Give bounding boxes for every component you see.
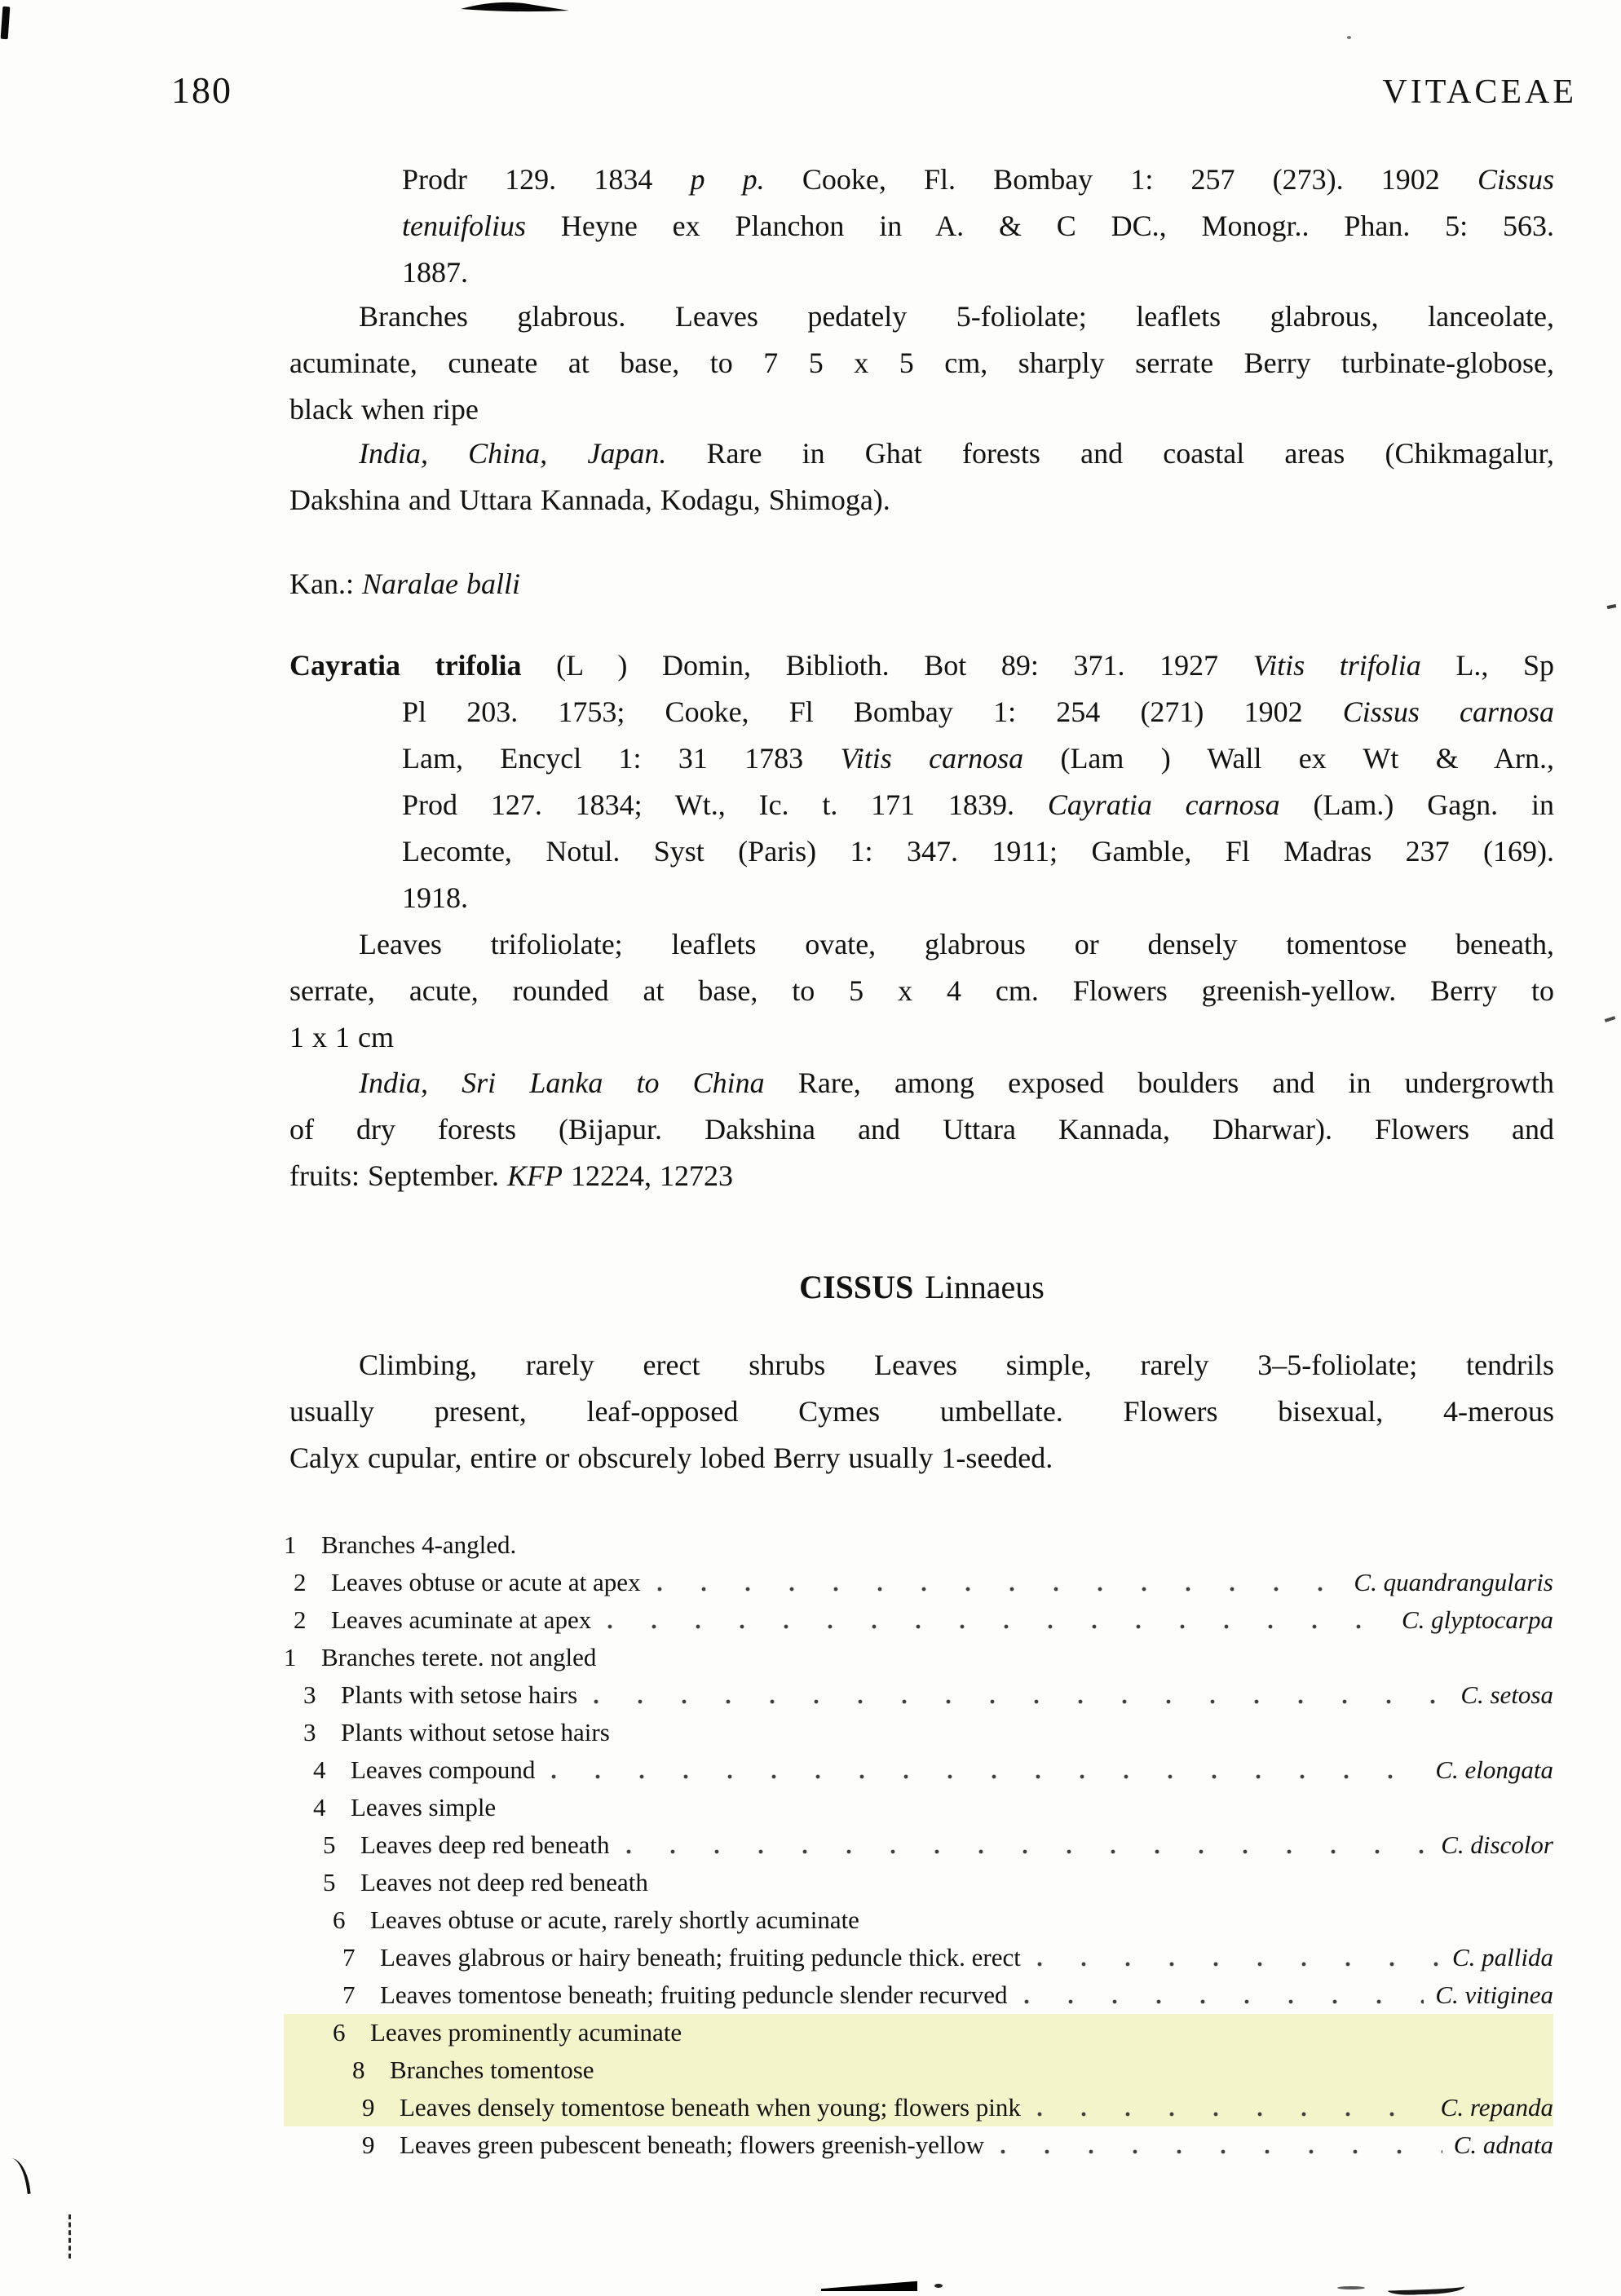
text-run: usually present, leaf-opposed Cymes umbellate. Flowers bisexual, 4-merous xyxy=(289,1395,1554,1428)
paragraph-citation-cissus-tenuifolia xyxy=(402,157,1554,296)
key-couplet-number: 2 xyxy=(294,1605,307,1634)
scan-artifact-top-swoosh xyxy=(457,0,571,13)
scan-artifact-dot xyxy=(1347,36,1351,39)
text-line xyxy=(402,782,1554,828)
text-line xyxy=(289,477,1554,523)
scan-artifact-bottom-smudge xyxy=(1388,2278,1465,2295)
key-species-name: C. setosa xyxy=(1460,1680,1553,1709)
key-couplet-number: 1 xyxy=(284,1643,297,1671)
leader-dots xyxy=(625,1826,1430,1864)
key-row xyxy=(284,1601,1553,1639)
italic-text-run: India, China, Japan. xyxy=(359,437,667,470)
scan-artifact-right-margin-dash xyxy=(1607,604,1617,609)
italic-text-run: India, Sri Lanka to China xyxy=(359,1066,765,1099)
text-line xyxy=(359,921,1554,968)
vernacular-name-line xyxy=(289,561,1554,607)
italic-text-run: KFP xyxy=(506,1159,563,1192)
leader-dots xyxy=(592,1676,1449,1714)
key-lead-text: Leaves compound xyxy=(351,1755,536,1784)
key-species-name: C. vitiginea xyxy=(1435,1980,1553,2009)
text-run: Branches glabrous. Leaves pedately 5-foliolate; leaflets glabrous, lanceolate, xyxy=(359,300,1554,333)
genus-heading xyxy=(289,1264,1554,1310)
text-run: Dakshina and Uttara Kannada, Kodagu, Shimoga). xyxy=(289,483,890,516)
key-lead-text: Leaves prominently acuminate xyxy=(370,2018,682,2047)
leader-dots xyxy=(550,1751,1424,1789)
key-species-name: C. elongata xyxy=(1435,1755,1553,1784)
text-run: Pl 203. 1753; Cooke, Fl Bombay 1: 254 (271) 1902 xyxy=(402,695,1343,728)
key-lead-text: Leaves simple xyxy=(351,1793,497,1821)
text-line xyxy=(289,1014,1554,1061)
key-row xyxy=(284,1901,1553,1939)
key-row xyxy=(284,2126,1553,2164)
key-couplet-number: 8 xyxy=(352,2055,365,2084)
text-line xyxy=(402,735,1554,782)
text-line xyxy=(402,875,1554,921)
key-row xyxy=(284,1789,1553,1826)
italic-text-run: Cissus xyxy=(1477,163,1554,196)
key-couplet-number: 9 xyxy=(362,2130,375,2159)
key-couplet-number: 7 xyxy=(342,1943,356,1971)
text-run: 1887. xyxy=(402,256,468,289)
key-row xyxy=(284,1526,1553,1564)
key-lead-text: Leaves deep red beneath xyxy=(360,1830,610,1859)
key-species-name: C. glyptocarpa xyxy=(1402,1605,1553,1634)
paragraph-distribution-cissus-tenuifolia xyxy=(289,430,1554,523)
text-run: Rare, among exposed boulders and in undergrowth xyxy=(764,1066,1554,1099)
text-line xyxy=(289,1389,1554,1435)
key-couplet-number: 4 xyxy=(313,1755,326,1784)
text-line xyxy=(402,249,1554,296)
key-lead-text: Branches 4-angled. xyxy=(321,1530,517,1559)
text-run: black when ripe xyxy=(289,393,479,426)
text-run: Heyne ex Planchon in A. & C DC., Monogr.. Phan. 5: 563. xyxy=(526,210,1554,242)
key-couplet-number: 4 xyxy=(313,1793,326,1821)
leader-dots xyxy=(1023,1976,1424,2014)
text-run: of dry forests (Bijapur. Dakshina and Uttara Kannada, Dharwar). Flowers and xyxy=(289,1113,1554,1146)
key-lead-text: Leaves obtuse or acute at apex xyxy=(331,1568,641,1596)
genus-author: Linnaeus xyxy=(925,1269,1045,1305)
key-row xyxy=(284,1564,1553,1601)
text-run: Leaves trifoliolate; leaflets ovate, glabrous or densely tomentose beneath, xyxy=(359,928,1554,960)
key-couplet-number: 9 xyxy=(362,2093,375,2122)
key-row-highlighted xyxy=(284,2089,1553,2126)
key-couplet-number: 7 xyxy=(342,1980,356,2009)
text-line xyxy=(402,828,1554,875)
text-run: (L ) Domin, Biblioth. Bot 89: 371. 1927 xyxy=(521,649,1253,682)
paragraph-description-cissus-tenuifolia xyxy=(289,294,1554,433)
text-line xyxy=(289,561,1554,607)
text-line xyxy=(402,689,1554,735)
text-run: L., Sp xyxy=(1420,649,1554,682)
key-species-name: C. adnata xyxy=(1453,2130,1553,2159)
text-run: fruits: September. xyxy=(289,1159,507,1192)
text-run: serrate, acute, rounded at base, to 5 x 4 cm. Flowers greenish-yellow. Berry to xyxy=(289,974,1554,1007)
text-line xyxy=(289,1106,1554,1153)
text-run: 12224, 12723 xyxy=(562,1159,733,1192)
italic-text-run: Cayratia carnosa xyxy=(1047,788,1280,821)
key-lead-text: Branches tomentose xyxy=(390,2055,594,2084)
scan-artifact-bottom-smudge xyxy=(1337,2286,1365,2289)
genus-name: CISSUS xyxy=(799,1269,914,1305)
page-header xyxy=(171,68,1577,112)
key-couplet-number: 5 xyxy=(323,1830,336,1859)
key-lead-text: Leaves not deep red beneath xyxy=(360,1868,648,1896)
text-line xyxy=(359,430,1554,477)
key-species-name: C. discolor xyxy=(1441,1830,1553,1859)
text-run: Prodr 129. 1834 xyxy=(402,163,691,196)
key-lead-text: Leaves obtuse or acute, rarely shortly acuminate xyxy=(370,1905,859,1934)
leader-dots xyxy=(1036,2089,1429,2126)
key-row xyxy=(284,1714,1553,1751)
key-couplet-number: 5 xyxy=(323,1868,336,1896)
scan-artifact-right-margin-dash xyxy=(1605,1016,1616,1022)
text-line xyxy=(359,294,1554,340)
key-couplet-number: 2 xyxy=(294,1568,307,1596)
text-run: Prod 127. 1834; Wt., Ic. t. 171 1839. xyxy=(402,788,1048,821)
bold-text-run: Cayratia trifolia xyxy=(289,649,522,682)
paragraph-distribution-cayratia-trifolia xyxy=(289,1060,1554,1199)
text-line xyxy=(289,340,1554,386)
leader-dots xyxy=(606,1601,1390,1639)
text-line xyxy=(402,157,1554,203)
scan-artifact-left-margin-line xyxy=(68,2214,71,2258)
text-line xyxy=(359,1060,1554,1106)
text-run: 1 x 1 cm xyxy=(289,1021,394,1053)
key-lead-text: Leaves densely tomentose beneath when young; flowers pink xyxy=(400,2093,1021,2122)
paragraph-description-genus-cissus xyxy=(289,1342,1554,1481)
text-run: Rare in Ghat forests and coastal areas (Chikmagalur, xyxy=(666,437,1554,470)
text-run: Cooke, Fl. Bombay 1: 257 (273). 1902 xyxy=(764,163,1477,196)
key-row xyxy=(284,1639,1553,1676)
text-line xyxy=(289,1153,1554,1199)
key-row-highlighted xyxy=(284,2014,1553,2051)
key-lead-text: Leaves glabrous or hairy beneath; fruiting peduncle thick. erect xyxy=(380,1943,1021,1971)
key-species-name: C. repanda xyxy=(1440,2093,1553,2122)
text-run: Kan.: xyxy=(289,567,362,600)
key-row xyxy=(284,1939,1553,1976)
text-run: Lecomte, Notul. Syst (Paris) 1: 347. 1911; Gamble, Fl Madras 237 (169). xyxy=(402,835,1554,868)
key-lead-text: Leaves green pubescent beneath; flowers greenish-yellow xyxy=(400,2130,985,2159)
key-row-highlighted xyxy=(284,2051,1553,2089)
paragraph-description-cayratia-trifolia xyxy=(289,921,1554,1061)
scan-artifact-bottom-wedge xyxy=(821,2281,917,2291)
key-row xyxy=(284,1751,1553,1789)
key-species-name: C. pallida xyxy=(1451,1943,1553,1971)
text-run: (Lam ) Wall ex Wt & Arn., xyxy=(1023,742,1554,775)
italic-text-run: Vitis carnosa xyxy=(840,742,1024,775)
key-couplet-number: 1 xyxy=(284,1530,297,1559)
key-row xyxy=(284,1826,1553,1864)
family-header: VITACEAE xyxy=(1382,73,1577,111)
italic-text-run: p p. xyxy=(690,163,765,196)
key-lead-text: Plants without setose hairs xyxy=(341,1718,610,1746)
key-lead-text: Leaves tomentose beneath; fruiting peduncle slender recurved xyxy=(380,1980,1008,2009)
key-lead-text: Leaves acuminate at apex xyxy=(331,1605,592,1634)
paragraph-citation-cayratia-trifolia xyxy=(289,642,1554,921)
italic-text-run: Naralae balli xyxy=(361,567,520,600)
scan-artifact-left-margin-stroke xyxy=(11,2157,30,2196)
italic-text-run: Vitis trifolia xyxy=(1252,649,1421,682)
page-number: 180 xyxy=(171,69,232,111)
leader-dots xyxy=(1036,1939,1441,1976)
key-species-name: C. quandrangularis xyxy=(1354,1568,1553,1596)
key-couplet-number: 3 xyxy=(303,1718,316,1746)
text-run: acuminate, cuneate at base, to 7 5 x 5 cm, sharply serrate Berry turbinate-globose, xyxy=(289,347,1554,379)
text-line xyxy=(289,642,1554,689)
key-couplet-number: 6 xyxy=(333,2018,346,2047)
text-run: Calyx cupular, entire or obscurely lobed Berry usually 1-seeded. xyxy=(289,1442,1053,1474)
key-row xyxy=(284,1976,1553,2014)
key-couplet-number: 6 xyxy=(333,1905,346,1934)
text-run: Lam, Encycl 1: 31 1783 xyxy=(402,742,841,775)
text-line xyxy=(289,386,1554,433)
scan-artifact-bottom-dot xyxy=(934,2284,943,2288)
text-run: (Lam.) Gagn. in xyxy=(1279,788,1554,821)
dichotomous-key xyxy=(284,1526,1553,2164)
key-lead-text: Plants with setose hairs xyxy=(341,1680,578,1709)
key-lead-text: Branches terete. not angled xyxy=(321,1643,597,1671)
text-line xyxy=(402,203,1554,249)
italic-text-run: Cissus carnosa xyxy=(1342,695,1554,728)
italic-text-run: tenuifolius xyxy=(402,210,526,242)
key-row xyxy=(284,1676,1553,1714)
scan-artifact-top-left-mark xyxy=(1,7,11,40)
text-line xyxy=(289,1435,1554,1481)
key-couplet-number: 3 xyxy=(303,1680,316,1709)
text-run: 1918. xyxy=(402,881,468,914)
text-line xyxy=(359,1342,1554,1389)
leader-dots xyxy=(656,1564,1343,1601)
text-run: Climbing, rarely erect shrubs Leaves simple, rarely 3–5-foliolate; tendrils xyxy=(359,1349,1554,1381)
leader-dots xyxy=(999,2126,1442,2164)
key-row xyxy=(284,1864,1553,1901)
text-line xyxy=(289,968,1554,1014)
